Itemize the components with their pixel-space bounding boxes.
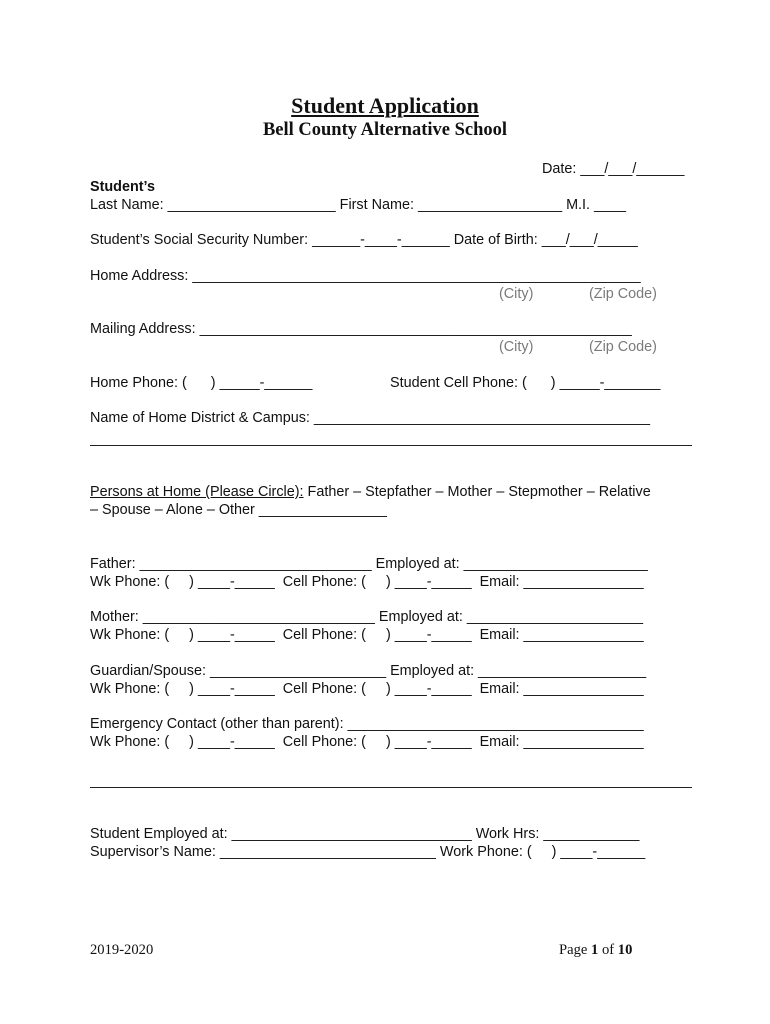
mother-phone-line[interactable]: Wk Phone: ( ) ____-_____ Cell Phone: ( ) ____-_____ Email: _______________: [90, 627, 644, 643]
home-phone-field[interactable]: Home Phone: ( ) _____-______: [90, 375, 313, 391]
emergency-contact-line[interactable]: Emergency Contact (other than parent): _____________________________________: [90, 716, 644, 732]
ssn-dob-line[interactable]: Student’s Social Security Number: ______-____-______ Date of Birth: ___/___/_____: [90, 232, 638, 248]
mailing-city-caption: (City): [499, 339, 534, 355]
home-zip-caption: (Zip Code): [589, 286, 657, 302]
page-current: 1: [591, 942, 599, 958]
father-phone-line[interactable]: Wk Phone: ( ) ____-_____ Cell Phone: ( ) ____-_____ Email: _______________: [90, 574, 644, 590]
date-field[interactable]: Date: ___/___/______: [542, 161, 685, 177]
student-name-line[interactable]: Last Name: _____________________ First Name: __________________ M.I. ____: [90, 197, 627, 213]
page-prefix: Page: [559, 942, 592, 958]
form-subtitle: Bell County Alternative School: [262, 120, 508, 140]
section-divider: [90, 445, 692, 446]
section-divider: [90, 787, 692, 788]
persons-options-continued[interactable]: – Spouse – Alone – Other ________________: [90, 502, 387, 518]
persons-options[interactable]: Father – Stepfather – Mother – Stepmother – Relative: [303, 484, 651, 500]
home-district-line[interactable]: Name of Home District & Campus: __________________________________________: [90, 410, 651, 426]
father-line[interactable]: Father: _____________________________ Employed at: _______________________: [90, 556, 648, 572]
guardian-line[interactable]: Guardian/Spouse: ______________________ Employed at: _____________________: [90, 663, 647, 679]
mailing-zip-caption: (Zip Code): [589, 339, 657, 355]
persons-at-home-line: [90, 484, 651, 501]
page-total: 10: [617, 942, 633, 958]
emergency-phone-line[interactable]: Wk Phone: ( ) ____-_____ Cell Phone: ( ) ____-_____ Email: _______________: [90, 734, 644, 750]
form-title: Student Application: [291, 93, 479, 118]
persons-at-home-label: Persons at Home (Please Circle):: [90, 484, 304, 500]
page-indicator: [559, 942, 632, 959]
mailing-address-line[interactable]: Mailing Address: ______________________________________________________: [90, 321, 632, 337]
home-city-caption: (City): [499, 286, 534, 302]
home-address-line[interactable]: Home Address: ________________________________________________________: [90, 268, 641, 284]
guardian-phone-line[interactable]: Wk Phone: ( ) ____-_____ Cell Phone: ( ) ____-_____ Email: _______________: [90, 681, 644, 697]
supervisor-line[interactable]: Supervisor’s Name: ___________________________ Work Phone: ( ) ____-______: [90, 844, 646, 860]
student-employed-line[interactable]: Student Employed at: ______________________________ Work Hrs: ____________: [90, 826, 640, 842]
mother-line[interactable]: Mother: _____________________________ Employed at: ______________________: [90, 609, 643, 625]
cell-phone-field[interactable]: Student Cell Phone: ( ) _____-_______: [390, 375, 661, 391]
footer-year: 2019-2020: [90, 942, 154, 958]
page-of: of: [598, 942, 618, 958]
student-heading: Student’s: [90, 179, 156, 195]
